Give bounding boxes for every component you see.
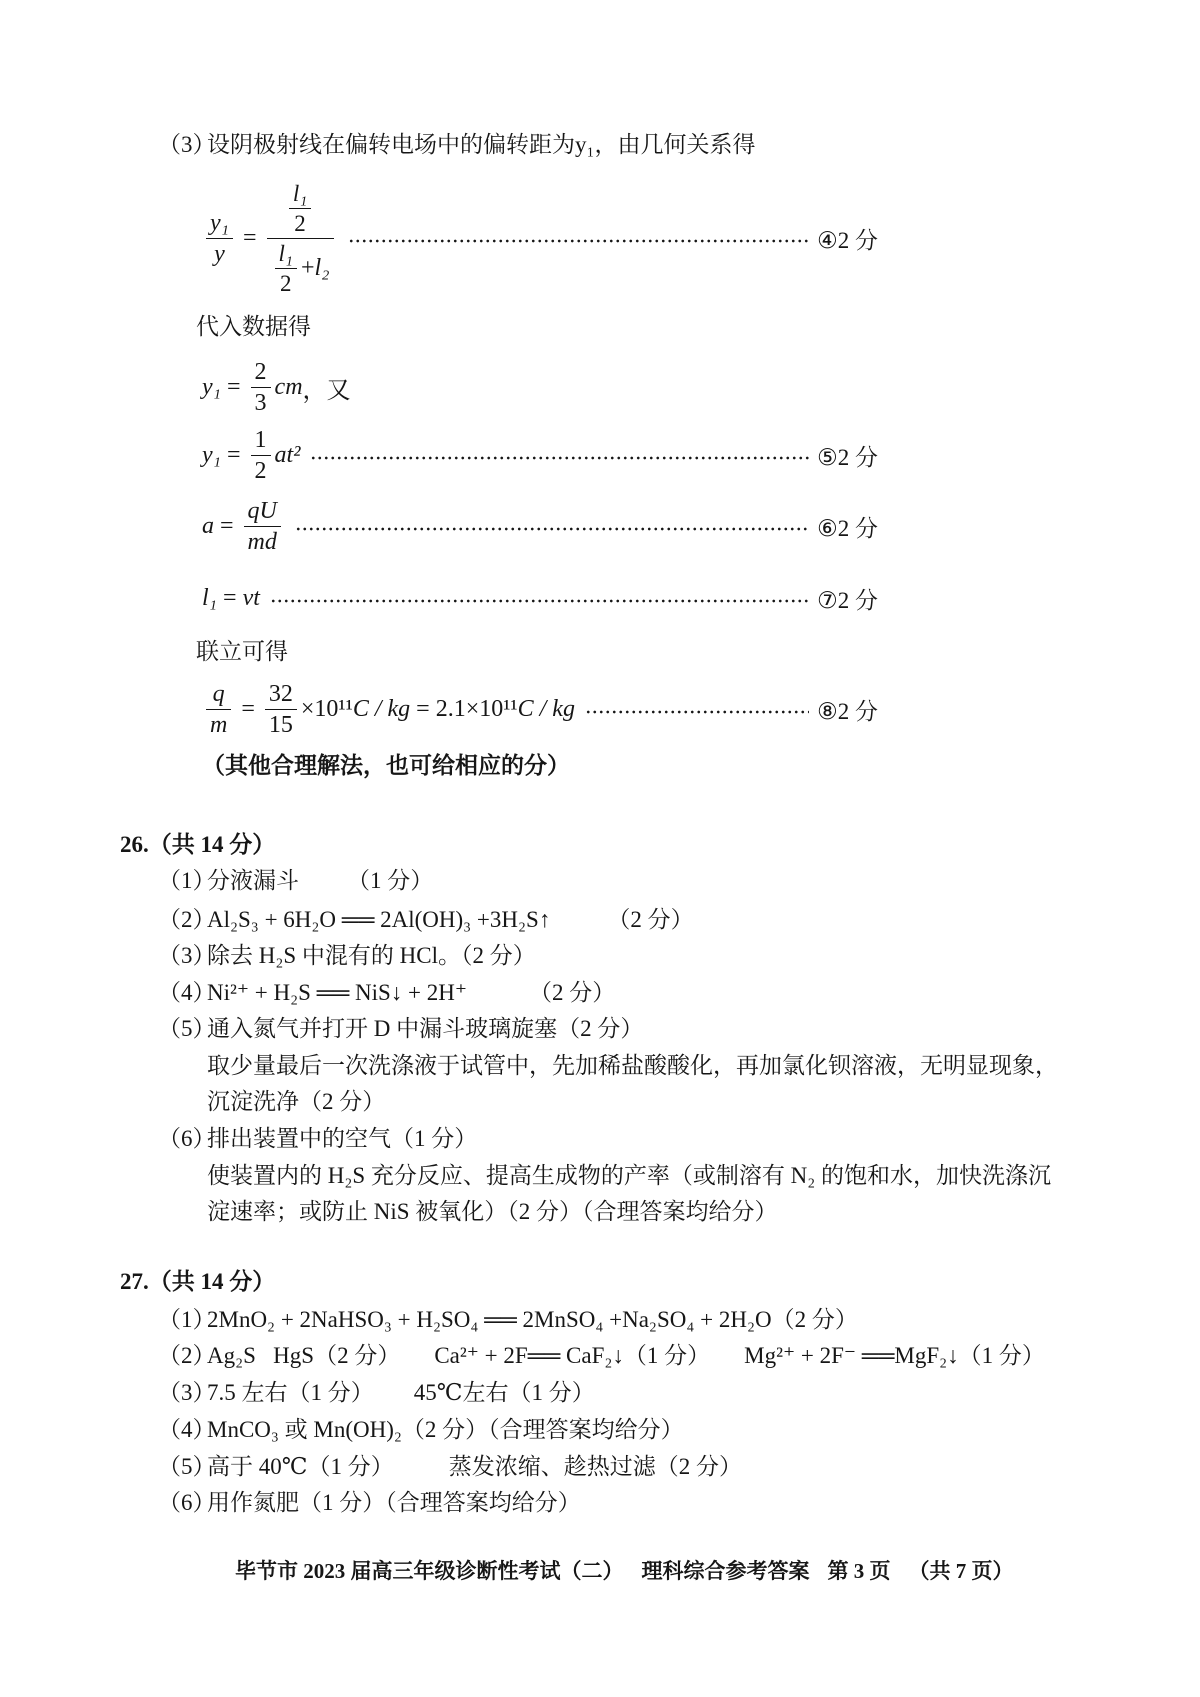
- answer-label: （3）: [158, 1380, 216, 1405]
- fraction-denominator: y: [206, 238, 233, 267]
- fraction-numerator: qU: [247, 497, 277, 524]
- vt-expression: vt: [242, 584, 260, 611]
- answer-label: （4）: [158, 1417, 216, 1442]
- half-l1-fraction: [275, 241, 297, 296]
- equation-8-row: [202, 679, 878, 739]
- answer-label: （3）: [158, 943, 216, 968]
- part-3-label: （3）: [158, 132, 216, 157]
- fraction-numerator: q: [212, 680, 225, 707]
- dot-leader: [585, 709, 809, 715]
- score-text: （1 分）: [347, 868, 434, 893]
- answer-text: 用作氮肥（1 分）（合理答案均给分）: [207, 1490, 581, 1515]
- dot-leader: [270, 598, 809, 604]
- l1-variable: l₁: [202, 584, 218, 611]
- answer-label: （1）: [158, 1307, 216, 1332]
- page-number: 第 3 页: [827, 1559, 891, 1583]
- answer-label: （2）: [158, 1343, 216, 1368]
- answer-continuation: [207, 1196, 778, 1228]
- dot-leader: [295, 526, 809, 532]
- fraction-denominator: m: [206, 709, 231, 738]
- score-mark: ⑥2 分: [817, 515, 878, 541]
- at-squared: at²: [274, 441, 301, 468]
- answer-label: （6）: [158, 1126, 216, 1151]
- geometry-fraction: [267, 181, 334, 296]
- equation-5-row: [202, 425, 878, 485]
- answer-text: 蒸发浓缩、趁热过滤（2 分）: [448, 1454, 742, 1479]
- acceleration-variable: a: [202, 512, 214, 539]
- answer-text: Ni²⁺ + H₂S ══ NiS↓ + 2H⁺: [207, 980, 468, 1005]
- unit-cm: cm: [274, 373, 303, 400]
- equals-sign: =: [227, 441, 241, 468]
- y1-variable: y₁: [202, 373, 221, 400]
- question-number: 26.: [120, 832, 149, 857]
- fraction-numerator: y₁: [210, 209, 229, 236]
- answer-text: 取少量最后一次洗涤液于试管中，先加稀盐酸酸化，再加氯化钡溶液，无明显现象，: [207, 1053, 1058, 1078]
- result-value: = 2.1×10¹¹: [410, 695, 518, 722]
- answer-text: 45℃左右（1 分）: [413, 1380, 595, 1405]
- equation-tail: ，又: [302, 377, 351, 404]
- answer-continuation: [207, 1050, 1058, 1082]
- answer-line-27-2: [158, 1340, 1045, 1372]
- fraction-numerator: 32: [268, 680, 293, 707]
- combine-line: [196, 636, 288, 668]
- q-over-m-fraction: [206, 681, 231, 738]
- score-mark: ⑧2 分: [817, 698, 878, 724]
- answer-text: 2MnO₂ + 2NaHSO₃ + H₂SO₄ ══ 2MnSO₄ +Na₂SO₄ + 2H₂O（2 分）: [207, 1307, 858, 1332]
- exam-name: 毕节市 2023 届高三年级诊断性考试（二）: [235, 1559, 624, 1583]
- answer-text: 高于 40℃（1 分）: [207, 1454, 394, 1479]
- equals-sign: =: [241, 695, 255, 722]
- fraction-denominator: 2: [251, 455, 271, 484]
- answer-text: 除去 H₂S 中混有的 HCl。（2 分）: [207, 943, 536, 968]
- answer-text: 使装置内的 H₂S 充分反应、提高生成物的产率（或制溶有 N₂ 的饱和水，加快洗涤沉: [207, 1163, 1052, 1188]
- answer-line-26-4: [158, 977, 615, 1009]
- alternative-solution-note: [202, 750, 570, 782]
- fraction-numerator: 1: [254, 426, 267, 453]
- answer-line-26-3: [158, 940, 536, 972]
- answer-line-27-4: [158, 1414, 684, 1446]
- plus-sign: +: [300, 255, 315, 281]
- fraction-denominator: [267, 238, 334, 296]
- unit-c-per-kg: C / kg: [352, 695, 411, 722]
- fraction-denominator: 15: [265, 709, 297, 738]
- score-text: （2 分）: [529, 980, 616, 1005]
- equation-6-row: [202, 496, 878, 556]
- answer-text: Al₂S₃ + 6H₂O ══ 2Al(OH)₃ +3H₂S↑: [207, 907, 551, 932]
- question-26-heading: [120, 829, 275, 861]
- answer-text: MnCO₃ 或 Mn(OH)₂（2 分）（合理答案均给分）: [207, 1417, 684, 1442]
- answer-continuation: [207, 1160, 1051, 1192]
- document-title: 理科综合参考答案: [641, 1559, 810, 1583]
- fraction-denominator: 2: [289, 208, 311, 236]
- score-text: （2 分）: [607, 907, 694, 932]
- score-mark: ④2 分: [817, 227, 878, 253]
- substitute-line: [196, 311, 311, 343]
- answer-line-27-5: [158, 1451, 742, 1483]
- dot-leader: [348, 238, 810, 244]
- page-total: （共 7 页）: [908, 1559, 1014, 1583]
- substitute-text: 代入数据得: [196, 314, 311, 339]
- fraction-numerator: 2: [254, 358, 267, 385]
- unit-c-per-kg: C / kg: [517, 695, 575, 722]
- note-text: （其他合理解法，也可给相应的分）: [202, 753, 570, 778]
- qu-over-md-fraction: [244, 498, 281, 555]
- question-total-score: （共 14 分）: [148, 832, 276, 857]
- part-3-intro-text: 设阴极射线在偏转电场中的偏转距为y₁，由几何关系得: [207, 132, 756, 157]
- answer-line-27-1: [158, 1304, 858, 1336]
- answer-line-26-5: [158, 1013, 643, 1045]
- answer-text: 淀速率；或防止 NiS 被氧化）（2 分）（合理答案均给分）: [207, 1199, 778, 1224]
- equals-sign: =: [227, 373, 241, 400]
- answer-line-27-6: [158, 1487, 581, 1519]
- answer-line-27-3: [158, 1377, 595, 1409]
- answer-text: 排出装置中的空气（1 分）: [207, 1126, 478, 1151]
- equals-sign: =: [223, 584, 237, 611]
- half-l1-fraction: [289, 181, 311, 236]
- power-factor: ×10¹¹: [300, 695, 353, 722]
- answer-text: 通入氮气并打开 D 中漏斗玻璃旋塞（2 分）: [207, 1016, 644, 1041]
- answer-line-26-2: [158, 904, 694, 936]
- dot-leader: [310, 455, 809, 461]
- equation-4-row: [202, 176, 878, 300]
- answer-text: 分液漏斗: [207, 868, 299, 893]
- l2-variable: l₂: [314, 255, 330, 281]
- question-total-score: （共 14 分）: [148, 1269, 276, 1294]
- answer-label: （6）: [158, 1490, 216, 1515]
- score-mark: ⑤2 分: [817, 444, 878, 470]
- two-thirds-fraction: [251, 359, 271, 416]
- answer-text: 7.5 左右（1 分）: [207, 1380, 374, 1405]
- half-fraction: [251, 427, 271, 484]
- answer-label: （4）: [158, 980, 216, 1005]
- equation-y1-row: [202, 357, 878, 417]
- fraction-numerator: l₁: [278, 240, 293, 266]
- answer-text: 沉淀洗净（2 分）: [207, 1089, 386, 1114]
- question-27-heading: [120, 1266, 275, 1298]
- combine-text: 联立可得: [196, 639, 288, 664]
- score-mark: ⑦2 分: [817, 587, 878, 613]
- answer-label: （5）: [158, 1016, 216, 1041]
- page-footer: [235, 1555, 1014, 1587]
- part-3-intro-line: [158, 129, 756, 161]
- fraction-numerator: l₁: [292, 180, 308, 206]
- fraction-numerator: [267, 181, 334, 238]
- answer-text: Mg²⁺ + 2F⁻ ══MgF₂↓（1 分）: [744, 1343, 1045, 1368]
- answer-line-26-1: [158, 865, 433, 897]
- answer-text: Ca²⁺ + 2F══ CaF₂↓（1 分）: [434, 1343, 711, 1368]
- answer-text: Ag₂S HgS（2 分）: [207, 1343, 401, 1368]
- fraction-denominator: md: [244, 526, 281, 555]
- equation-7-row: [202, 582, 878, 614]
- answer-label: （1）: [158, 868, 216, 893]
- question-number: 27.: [120, 1269, 149, 1294]
- answer-line-26-6: [158, 1123, 477, 1155]
- answer-continuation: [207, 1086, 385, 1118]
- fraction-denominator: 3: [251, 387, 271, 416]
- fraction-denominator: 2: [275, 268, 297, 296]
- answer-label: （2）: [158, 907, 216, 932]
- equals-sign: =: [243, 224, 257, 251]
- y1-variable: y₁: [202, 441, 221, 468]
- equals-sign: =: [220, 512, 234, 539]
- ratio-fraction: [206, 210, 233, 267]
- answer-label: （5）: [158, 1454, 216, 1479]
- thirty-two-fifteenths-fraction: [265, 681, 297, 738]
